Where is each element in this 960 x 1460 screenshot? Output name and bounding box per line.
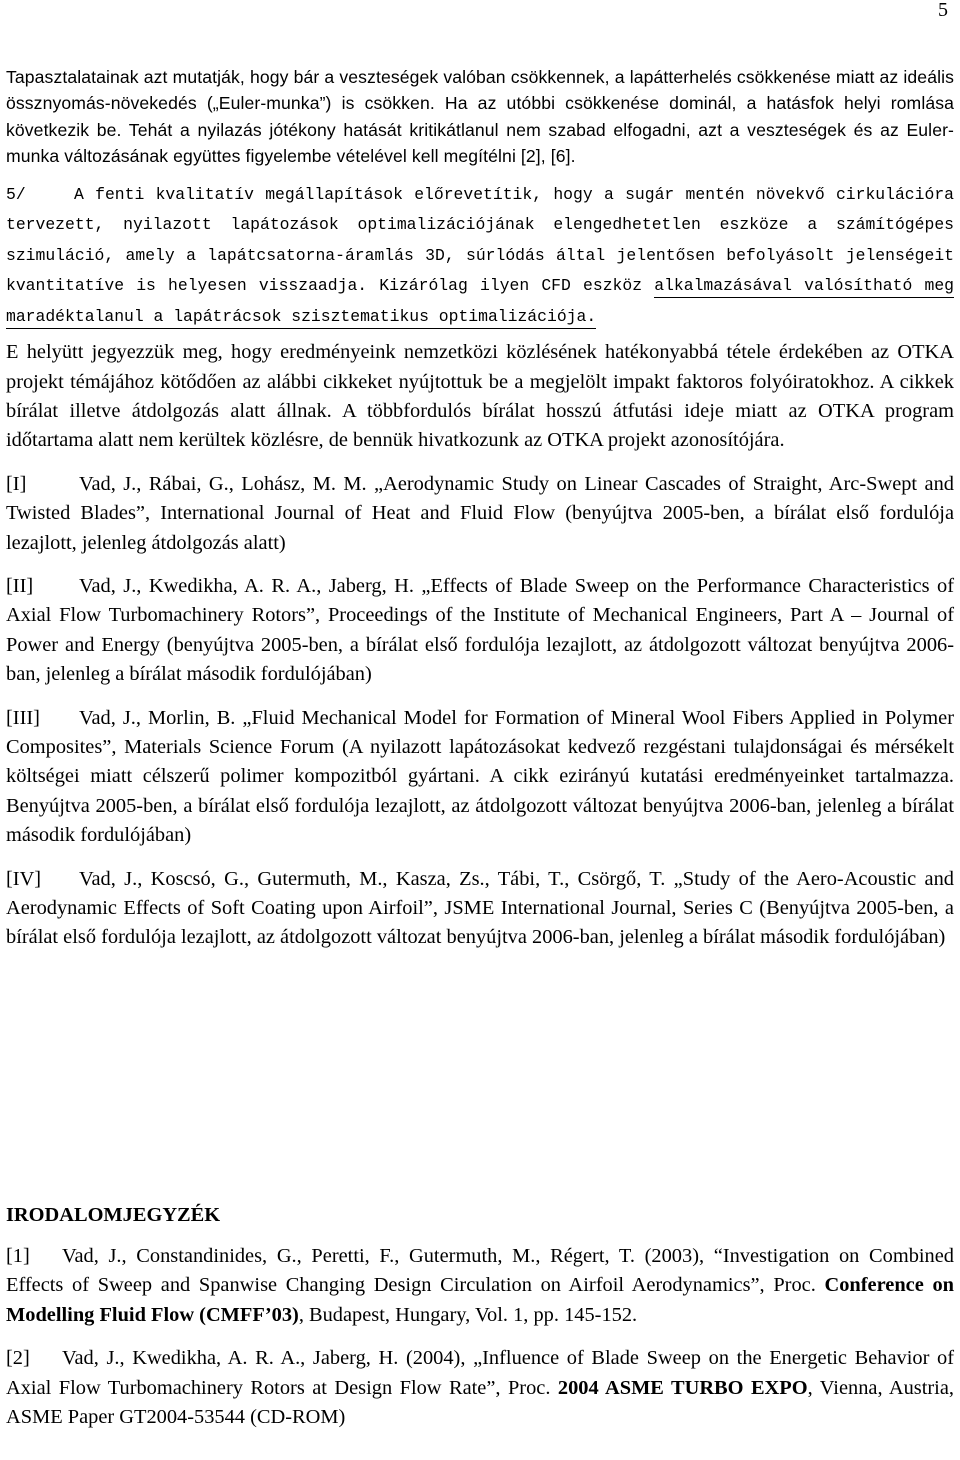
submitted-papers-list: [6, 470, 954, 953]
document-body: [6, 64, 954, 967]
point-number: 5/: [6, 184, 26, 204]
submitted-paper-text: Vad, J., Koscsó, G., Gutermuth, M., Kasza, Zs., Tábi, T., Csörgő, T. „Study of the Aero-Acoustic and Aerodynamic Effects of Soft Coating upon Airfoil”, JSME International Journal, Series C (Benyújtva 2005-ben, a bírálat első fordulója lezajlott, az átdolgozott változat benyújtva 2006-ban, jelenleg a bírálat második fordulójában): [6, 867, 954, 949]
submitted-paper-item: [6, 865, 954, 953]
bibliography-heading: IRODALOMJEGYZÉK: [6, 1204, 221, 1226]
point-text-last-line: alkalmazásával valósítható meg maradéktalanul a lapátrácsok szisztematikus optimalizációja.: [6, 276, 954, 329]
bibliography-item: [6, 1242, 954, 1330]
bibliography-text-tail: , Vienna, Austria, ASME Paper GT2004-53544 (CD-ROM): [6, 1376, 954, 1429]
bibliography-list: [6, 1242, 954, 1446]
bibliography-conference: Conference on Modelling Fluid Flow (CMFF’03): [6, 1274, 954, 1326]
submitted-paper-label: [II]: [6, 574, 34, 597]
paragraph-otka-note: E helyütt jegyezzük meg, hogy eredményeink nemzetközi közlésének hatékonyabbá tétele érdekében az OTKA projekt témájához kötődően az alábbi cikkeket nyújtottuk be a megjelölt impakt faktoros folyóiratokhoz. A cikkek bírálat illetve átdolgozás alatt állnak. A többfordulós bírálat hosszú átfutási ideje miatt az OTKA program időtartama alatt nem kerültek közlésre, de bennük hivatkozunk az OTKA projekt azonosítójára.: [6, 341, 954, 452]
bibliography-text: Vad, J., Constandinides, G., Peretti, F., Gutermuth, M., Régert, T. (2003), “Investigation on Combined Effects of Sweep and Spanwise Changing Design Circulation on Airfoil Aerodynamics”, Proc.: [6, 1245, 954, 1297]
page-number: 5: [938, 0, 948, 21]
paragraph-point-5: [6, 180, 954, 333]
submitted-paper-item: [6, 704, 954, 851]
submitted-paper-label: [III]: [6, 706, 40, 729]
bibliography-label: [2]: [6, 1347, 30, 1370]
submitted-paper-label: [I]: [6, 472, 27, 495]
bibliography-label: [1]: [6, 1245, 30, 1267]
bibliography-conference: 2004 ASME TURBO EXPO: [557, 1376, 808, 1399]
bibliography-item: [6, 1344, 954, 1432]
submitted-paper-text: Vad, J., Rábai, G., Lohász, M. M. „Aerodynamic Study on Linear Cascades of Straight, Arc-Swept and Twisted Blades”, International Journal of Heat and Fluid Flow (benyújtva 2005-ben, a bírálat első fordulója lezajlott, jelenleg átdolgozás alatt): [6, 472, 954, 554]
paragraph-findings: Tapasztalatainak azt mutatják, hogy bár a veszteségek valóban csökkennek, a lapátterhelés csökkenése miatt az ideális össznyomás-növekedés („Euler-munka”) is csökken. Ha az utóbbi csökkenése dominál, a hatásfok helyi romlása következik be. Tehát a nyilazás jótékony hatását kritikátlanul nem szabad elfogadni, azt a veszteségek és az Euler-munka változásának együttes figyelembe vételével kell megítélni [2], [6].: [6, 67, 954, 167]
bibliography-text-tail: , Budapest, Hungary, Vol. 1, pp. 145-152.: [298, 1303, 638, 1326]
submitted-paper-item: [6, 572, 954, 690]
submitted-paper-item: [6, 470, 954, 558]
bibliography-text: Vad, J., Kwedikha, A. R. A., Jaberg, H. (2004), „Influence of Blade Sweep on the Energetic Behavior of Axial Flow Turbomachinery Rotors at Design Flow Rate”, Proc.: [6, 1347, 954, 1399]
point-text: A fenti kvalitatív megállapítások előrevetítik, hogy a sugár mentén növekvő cirkulációra tervezett, nyilazott lapátozások optimalizációjának elengedhetetlen eszköze a számítógépes szimuláció, amely a lapátcsatorna-áramlás 3D, súrlódás által jelentősen befolyásolt jelenségeit kvantitatíve is helyesen visszaadja. Kizárólag ilyen CFD eszköz: [6, 184, 954, 296]
submitted-paper-text: Vad, J., Morlin, B. „Fluid Mechanical Model for Formation of Mineral Wool Fibers Applied in Polymer Composites”, Materials Science Forum (A nyilazott lapátozásokat kedvező rezgéstani tulajdonságai és mérsékelt költségei miatt célszerű polimer kompozitból gyártani. A cikk ezirányú kutatási eredményeinket tartalmazza. Benyújtva 2005-ben, a bírálat első fordulója lezajlott, az átdolgozott változat benyújtva 2006-ban, jelenleg a bírálat második fordulójában): [6, 706, 954, 847]
submitted-paper-text: Vad, J., Kwedikha, A. R. A., Jaberg, H. „Effects of Blade Sweep on the Performance Characteristics of Axial Flow Turbomachinery Rotors”, Proceedings of the Institute of Mechanical Engineers, Part A – Journal of Power and Energy (benyújtva 2005-ben, a bírálat első fordulója lezajlott, az átdolgozott változat benyújtva 2006-ban, jelenleg a bírálat második fordulójában): [6, 574, 954, 686]
submitted-paper-label: [IV]: [6, 867, 42, 890]
